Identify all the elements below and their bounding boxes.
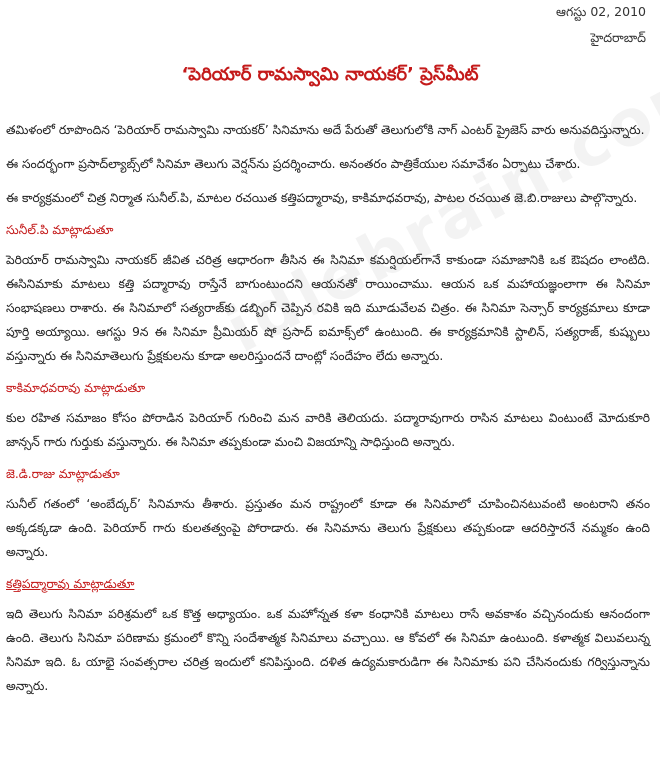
article-date: ఆగస్టు 02, 2010 bbox=[555, 4, 646, 19]
attendees-paragraph: ఈ కార్యక్రమంలో చిత్ర నిర్మాత సునీల్.పి, మాటల రచయిత కత్తిపద్మారావు, కాకిమాధవరావు, పాటల రచయిత జె.బి.రాజులు పాల్గొన్నారు. bbox=[6, 191, 638, 205]
article-body bbox=[6, 118, 650, 708]
article-title: ‘పెరియార్ రామస్వామి నాయకర్’ ప్రెస్‌మీట్ bbox=[181, 64, 479, 85]
kaki-quote-paragraph: కుల రహిత సమాజం కోసం పోరాడిన పెరియార్ గురించి మన వారికి తెలియదు. పద్మారావుగారు రాసిన మాటలు వింటుంటే మోదుకూరి జాన్సన్ గారు గుర్తుకు వస్తున్నారు. ఈ సినిమా తప్పకుండా మంచి విజయాన్ని సాధిస్తుంది అన్నారు. bbox=[6, 411, 650, 449]
speaker-heading-katti: కత్తిపద్మారావు మాట్లాడుతూ bbox=[6, 577, 135, 591]
speaker-heading-sunil: సునీల్.పి మాట్లాడుతూ bbox=[6, 223, 114, 237]
katti-quote-paragraph: ఇది తెలుగు సినిమా పరిశ్రమలో ఒక కొత్త అధ్యాయం. ఒక మహోన్నత కళా కంధానికి మాటలు రాసే అవకాశం వచ్చినందుకు ఆనందంగా ఉంది. తెలుగు సినిమా పరిణామ క్రమంలో కొన్ని సందేశాత్మక సినిమాలు వచ్చాయి. ఆ కోవలో ఈ సినిమా ఉంటుంది. కళాత్మక విలువలున్న సినిమా ఇది. ఓ యాభై సంవత్సరాల చరిత్ర ఇందులో కనిపిస్తుంది. దళిత ఉద్యమకారుడిగా ఈ సినిమాకు పని చేసినందుకు గర్విస్తున్నాను అన్నారు. bbox=[6, 607, 650, 693]
speaker-heading-kaki: కాకిమాధవరావు మాట్లాడుతూ bbox=[6, 381, 146, 395]
screening-paragraph: ఈ సందర్భంగా ప్రసాద్‌ల్యాబ్స్‌లో సినిమా తెలుగు వెర్షన్‌ను ప్రదర్శించారు. అనంతరం పాత్రికేయుల సమావేశం ఏర్పాటు చేశారు. bbox=[6, 157, 581, 171]
raju-quote-paragraph: సునీల్ గతంలో ‘అంబేద్కర్’ సినిమాను తీశారు. ప్రస్తుతం మన రాష్ట్రంలో కూడా ఈ సినిమాలో చూపించినటువంటి అంటరాని తనం అక్కడక్కడా ఉంది. పెరియార్ గారు కులతత్వంపై పోరాడారు. ఈ సినిమాను తెలుగు ప్రేక్షకులు తప్పకుండా ఆదరిస్తారనే నమ్మకం ఉంది అన్నారు. bbox=[6, 497, 650, 559]
article-place: హైదరాబాద్ bbox=[590, 30, 646, 45]
sunil-quote-paragraph: పెరియార్ రామస్వామి నాయకర్ జీవిత చరిత్ర ఆధారంగా తీసిన ఈ సినిమా కమర్షియల్‌గానే కాకుండా సమాజానికి ఒక ఔషదం లాంటిది. ఈసినిమాకు మాటలు కత్తి పద్మారావు రాస్తేనే బాగుంటుందని ఆయనతో రాయించాము. ఆయన ఒక మహాయజ్ఞంలాగా ఈ సినిమా సంభాషణలు రాశారు. ఈ సినిమాలో సత్యరాజ్‌కు డబ్బింగ్ చెప్పిన రవికి ఇది మూడువేలవ చిత్రం. ఈ సినిమా సెన్సార్ కార్యక్రమాలు కూడా పూర్తి అయ్యాయి. ఆగస్టు 9న ఈ సినిమా ప్రీమియర్ షో ప్రసాద్ ఐమాక్స్‌లో ఉంటుంది. ఈ కార్యక్రమానికి స్టాలిన్, సత్యరాజ్, కుష్బులు వస్తున్నారు ఈ సినిమాతెలుగు ప్రేక్షకులను కూడా అలరిస్తుందనే దాంట్లో సందేహం లేదు అన్నారు. bbox=[6, 253, 650, 363]
intro-paragraph: తమిళంలో రూపొందిన ‘పెరియార్ రామస్వామి నాయకర్’ సినిమాను అదే పేరుతో తెలుగులోకి నాగ్ ఎంటర్ ప్రైజెస్ వారు అనువదిస్తున్నారు. bbox=[6, 123, 645, 137]
speaker-heading-raju: జె.డి.రాజు మాట్లాడుతూ bbox=[6, 467, 120, 481]
